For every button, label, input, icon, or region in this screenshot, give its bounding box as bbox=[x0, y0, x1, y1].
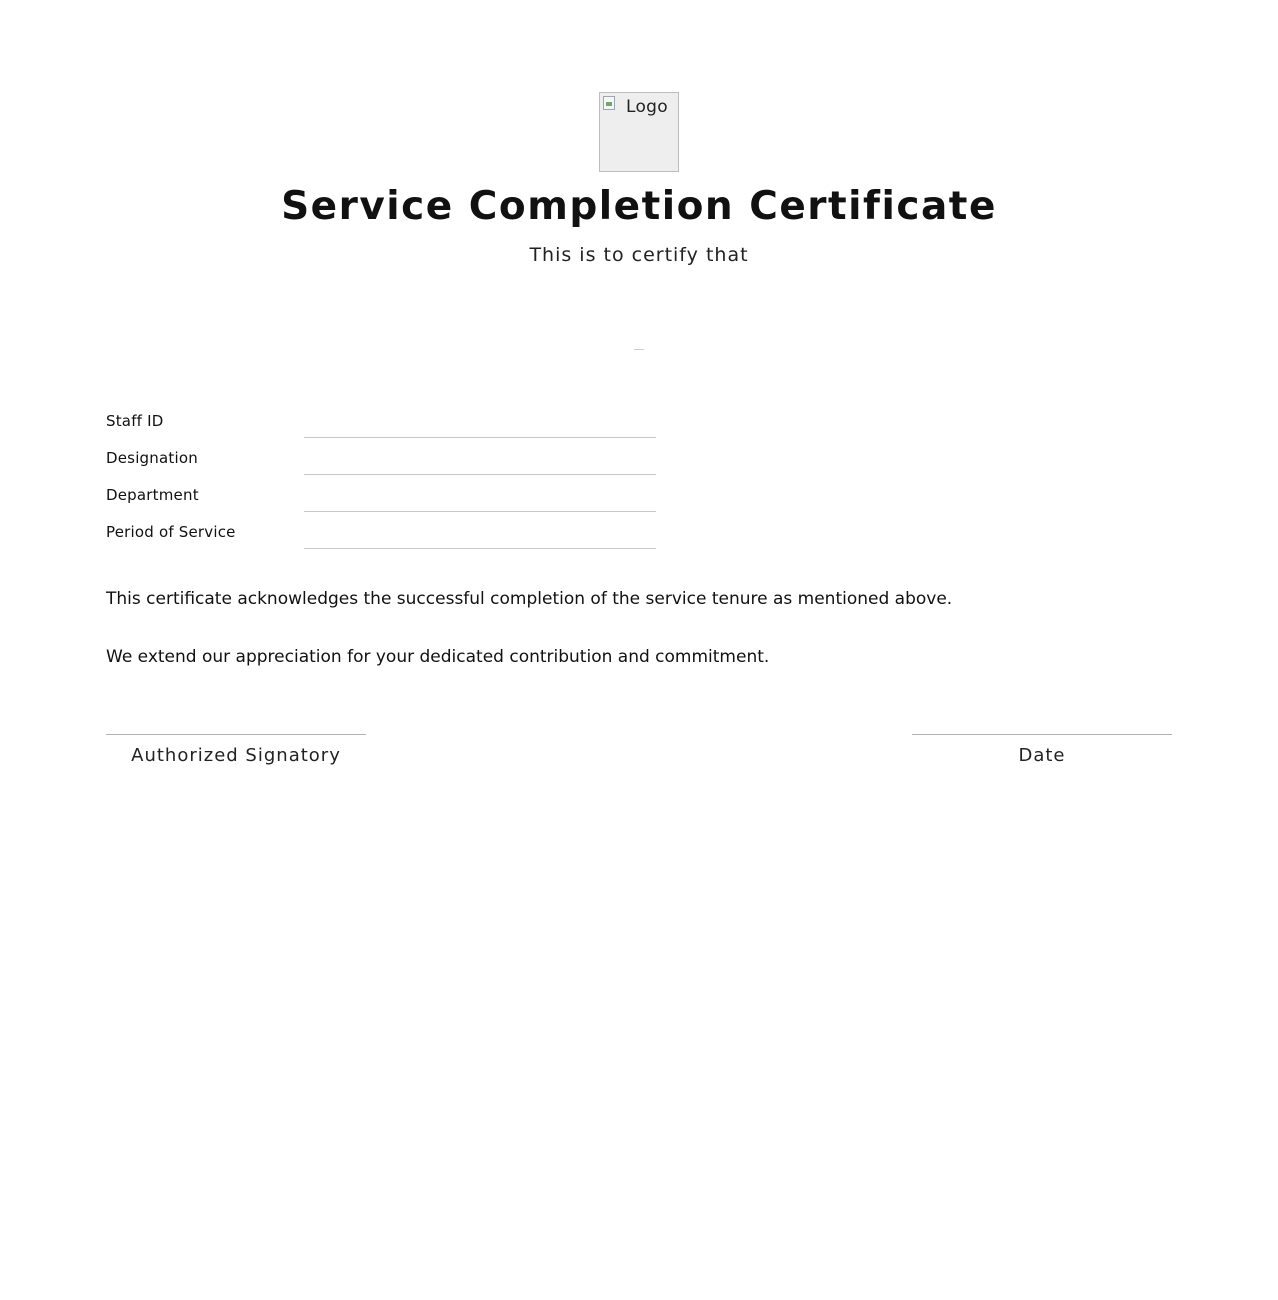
field-label-period-of-service: Period of Service bbox=[106, 523, 236, 541]
field-row-staff-id bbox=[106, 404, 666, 441]
field-label-staff-id: Staff ID bbox=[106, 412, 164, 430]
logo-alt-text: Logo bbox=[626, 97, 668, 117]
field-line-period-of-service bbox=[304, 548, 656, 549]
field-row-designation bbox=[106, 441, 666, 478]
field-line-department bbox=[304, 511, 656, 512]
field-label-designation: Designation bbox=[106, 449, 198, 467]
field-label-department: Department bbox=[106, 486, 199, 504]
date-line bbox=[912, 734, 1172, 735]
field-row-department bbox=[106, 478, 666, 515]
field-line-staff-id bbox=[304, 437, 656, 438]
logo-image bbox=[599, 92, 679, 172]
date-block bbox=[912, 734, 1172, 766]
field-row-period-of-service bbox=[106, 515, 666, 552]
authorized-signatory-label: Authorized Signatory bbox=[131, 745, 341, 766]
broken-image-icon bbox=[603, 96, 615, 110]
details-fields bbox=[106, 404, 666, 552]
appreciation-paragraph: We extend our appreciation for your dedicated contribution and commitment. bbox=[106, 647, 770, 667]
signature-line bbox=[106, 734, 366, 735]
recipient-name-placeholder bbox=[634, 349, 644, 350]
certificate-title: Service Completion Certificate bbox=[281, 184, 997, 229]
field-line-designation bbox=[304, 474, 656, 475]
acknowledgement-paragraph: This certificate acknowledges the successful completion of the service tenure as mentioned above. bbox=[106, 589, 953, 609]
authorized-signatory-block bbox=[106, 734, 366, 766]
date-label: Date bbox=[1018, 745, 1066, 766]
certify-subtitle: This is to certify that bbox=[529, 244, 749, 266]
